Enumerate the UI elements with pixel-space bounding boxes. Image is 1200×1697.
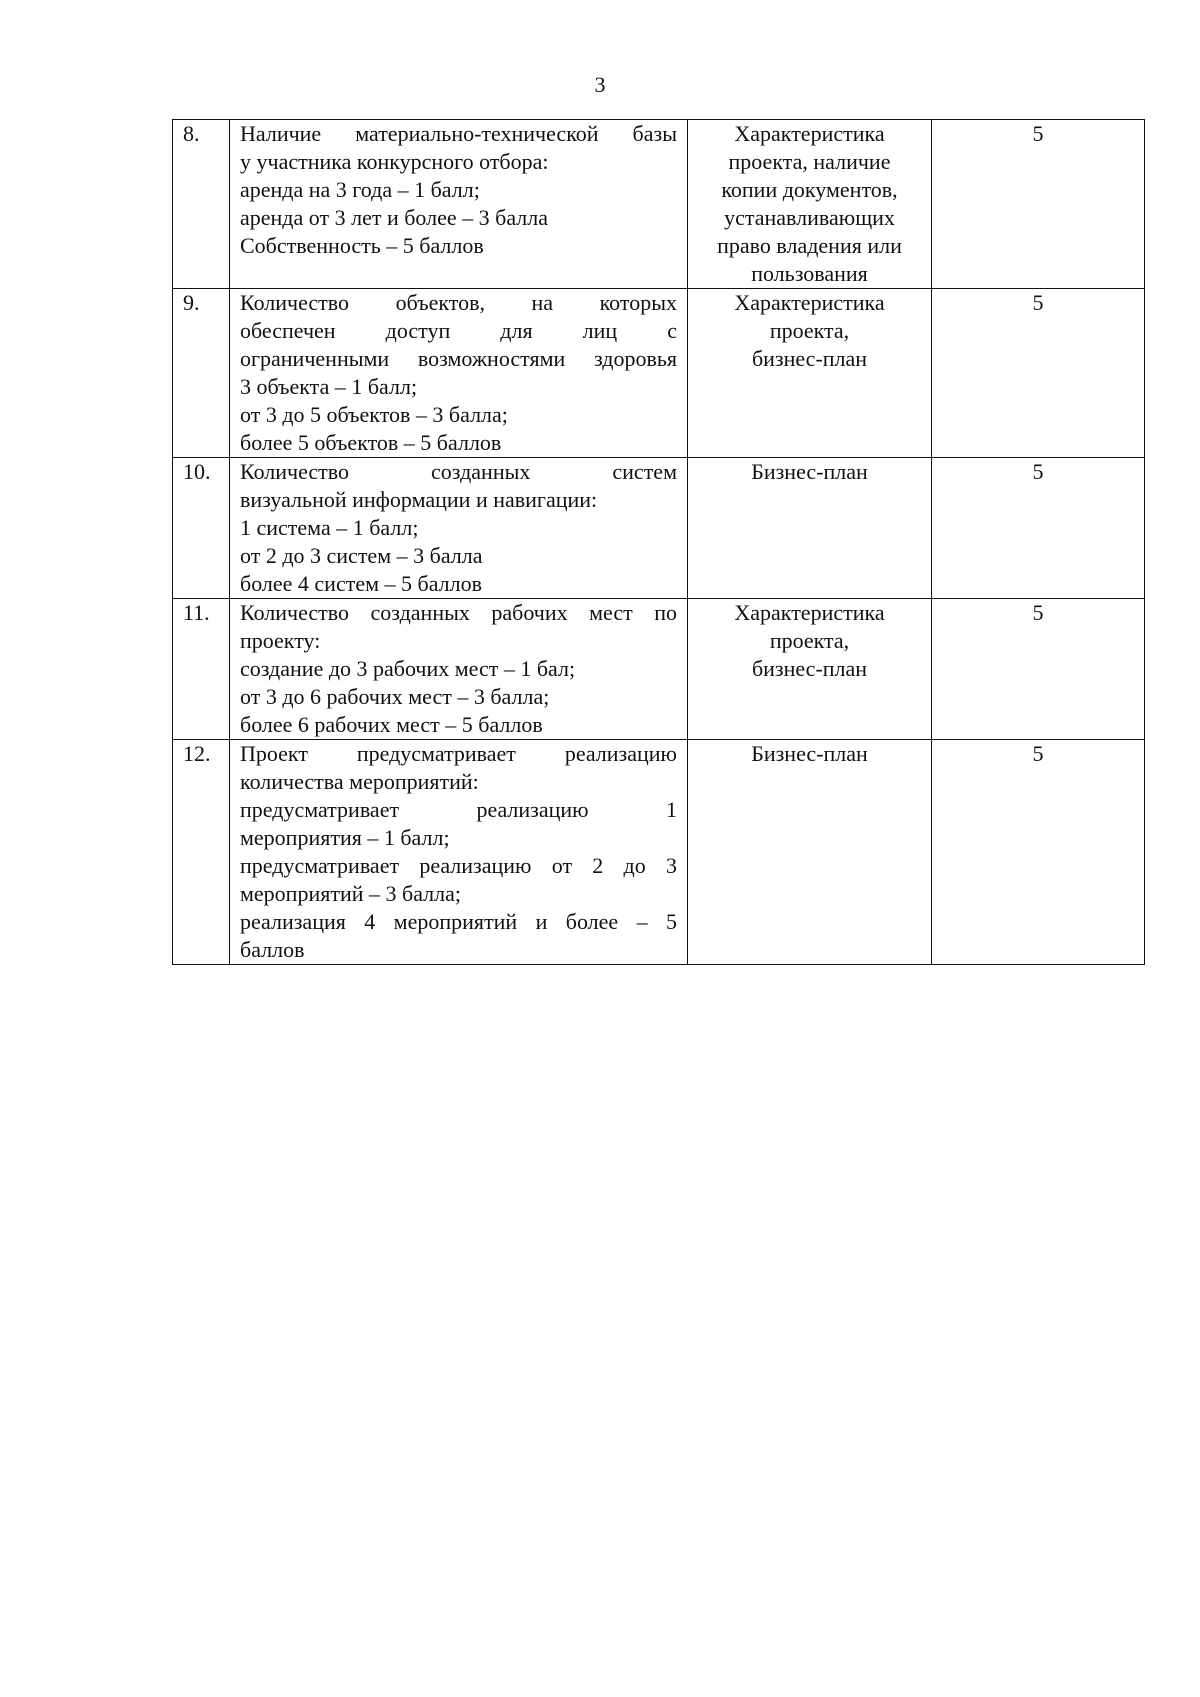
- table-row: [173, 458, 1145, 599]
- source-line: право владения или: [717, 233, 902, 258]
- table-row: [173, 120, 1145, 289]
- criterion-description: [230, 289, 688, 458]
- description-line: ограниченными возможностями здоровья: [240, 346, 677, 371]
- source-line: бизнес-план: [751, 656, 868, 681]
- max-score: 5: [932, 289, 1145, 458]
- criterion-description: [230, 458, 688, 599]
- description-line: реализация 4 мероприятий и более – 5: [240, 909, 677, 934]
- table-row: [173, 740, 1145, 965]
- max-score: 5: [932, 740, 1145, 965]
- row-number: 11.: [173, 599, 230, 740]
- description-line: аренда от 3 лет и более – 3 балла: [240, 205, 548, 230]
- description-line: аренда на 3 года – 1 балл;: [240, 177, 480, 202]
- source-line: копии документов,: [721, 177, 898, 202]
- description-line: проекту:: [240, 628, 321, 653]
- row-number: 8.: [173, 120, 230, 289]
- description-line: Наличие материально-технической базы: [240, 121, 677, 146]
- description-line: более 6 рабочих мест – 5 баллов: [240, 712, 543, 737]
- description-line: более 4 систем – 5 баллов: [240, 571, 483, 596]
- criterion-description: [230, 599, 688, 740]
- source-line: проекта, наличие: [728, 149, 891, 174]
- description-line: визуальной информации и навигации:: [240, 487, 598, 512]
- description-line: более 5 объектов – 5 баллов: [240, 430, 502, 455]
- source-line: пользования: [751, 261, 868, 286]
- description-line: от 3 до 6 рабочих мест – 3 балла;: [240, 684, 550, 709]
- criterion-source: [688, 289, 932, 458]
- source-line: Характеристика: [734, 121, 885, 146]
- criterion-source: [688, 120, 932, 289]
- description-line: у участника конкурсного отбора:: [240, 149, 549, 174]
- max-score: 5: [932, 599, 1145, 740]
- description-line: создание до 3 рабочих мест – 1 бал;: [240, 656, 576, 681]
- row-number: 12.: [173, 740, 230, 965]
- source-line: устанавливающих: [724, 205, 895, 230]
- criterion-source: [688, 599, 932, 740]
- row-number: 9.: [173, 289, 230, 458]
- description-line: количества мероприятий:: [240, 769, 479, 794]
- description-line: Количество объектов, на которых: [240, 290, 677, 315]
- criterion-source: [688, 740, 932, 965]
- source-line: проекта,: [769, 318, 850, 343]
- max-score: 5: [932, 458, 1145, 599]
- description-line: 1 система – 1 балл;: [240, 515, 419, 540]
- criterion-description: [230, 120, 688, 289]
- description-line: мероприятий – 3 балла;: [240, 881, 461, 906]
- description-line: предусматривает реализацию 1: [240, 797, 677, 822]
- row-number: 10.: [173, 458, 230, 599]
- criteria-table: [172, 119, 1145, 965]
- description-line: Количество созданных систем: [240, 459, 677, 484]
- source-line: Бизнес-план: [751, 741, 868, 766]
- page-number: 3: [594, 72, 606, 97]
- criterion-source: [688, 458, 932, 599]
- description-line: Собственность – 5 баллов: [240, 233, 484, 258]
- description-line: мероприятия – 1 балл;: [240, 825, 450, 850]
- source-line: проекта,: [769, 628, 850, 653]
- description-line: 3 объекта – 1 балл;: [240, 374, 418, 399]
- description-line: от 3 до 5 объектов – 3 балла;: [240, 402, 508, 427]
- source-line: Бизнес-план: [751, 459, 868, 484]
- description-line: Количество созданных рабочих мест по: [240, 600, 677, 625]
- source-line: бизнес-план: [751, 346, 868, 371]
- source-line: Характеристика: [734, 600, 885, 625]
- description-line: баллов: [240, 937, 305, 962]
- description-line: предусматривает реализацию от 2 до 3: [240, 853, 677, 878]
- criterion-description: [230, 740, 688, 965]
- table-row: [173, 599, 1145, 740]
- description-line: Проект предусматривает реализацию: [240, 741, 677, 766]
- max-score: 5: [932, 120, 1145, 289]
- source-line: Характеристика: [734, 290, 885, 315]
- description-line: от 2 до 3 систем – 3 балла: [240, 543, 483, 568]
- table-row: [173, 289, 1145, 458]
- description-line: обеспечен доступ для лиц с: [240, 318, 677, 343]
